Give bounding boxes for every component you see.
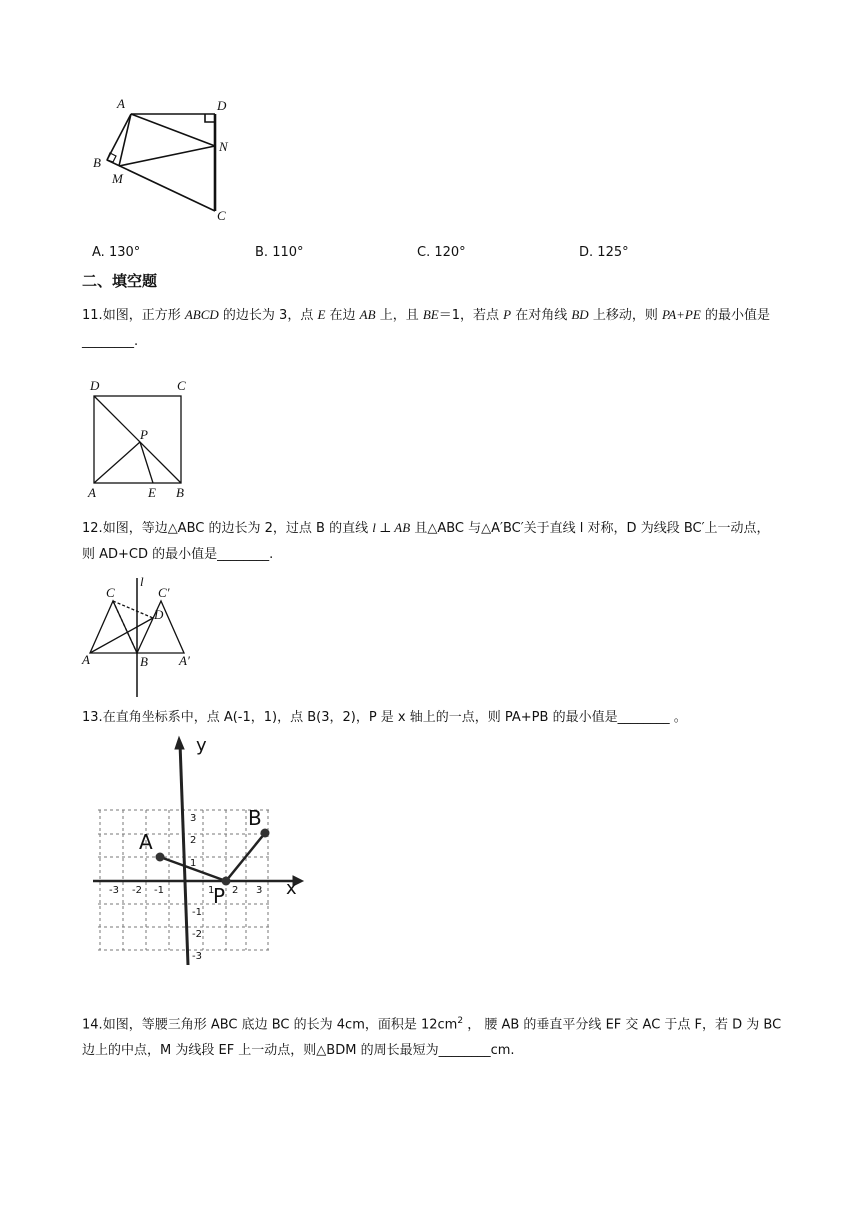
fig13-tick-y-neg3: -3 xyxy=(192,951,202,962)
q11-text-2: 的边长为 3，点 xyxy=(218,308,318,323)
question-13 xyxy=(82,705,782,731)
q11-text-4: 上，且 xyxy=(375,308,423,323)
fig11-label-c: C xyxy=(177,378,186,393)
fig13-tick-y-neg1: -1 xyxy=(192,907,202,918)
q11-answer-blank[interactable]: ________ xyxy=(82,334,134,349)
q11-var-7: PA+PE xyxy=(661,307,701,322)
fig12-label-a: A xyxy=(82,652,90,667)
fig13-tick-x-1: 1 xyxy=(208,885,215,896)
fig11-label-a: A xyxy=(88,485,96,500)
q14-answer-blank[interactable]: ________ xyxy=(438,1043,491,1059)
q12-answer-blank[interactable]: ________ xyxy=(217,547,270,562)
fig13-label-b: B xyxy=(248,806,262,830)
q11-var-1: ABCD xyxy=(184,307,219,322)
option-a-text: 130° xyxy=(108,245,141,260)
section-title: 二、填空题 xyxy=(82,272,158,290)
question-11 xyxy=(82,302,782,355)
q14-text-1: 如图，等腰三角形 ABC 底边 BC 的长为 4cm，面积是 12cm xyxy=(102,1017,458,1033)
fig12-label-c: C xyxy=(106,585,115,600)
q14-superscript: 2 xyxy=(457,1016,464,1026)
q11-var-3: AB xyxy=(359,307,376,322)
q11-text-1: 如图，正方形 xyxy=(102,308,185,323)
option-c[interactable] xyxy=(417,245,466,260)
option-d-text: 125° xyxy=(597,245,629,260)
option-a-letter: A. xyxy=(92,245,105,260)
fig13-tick-x-neg3: -3 xyxy=(109,885,119,896)
fig11-label-p: P xyxy=(140,427,148,442)
q13-text: 在直角坐标系中，点 A(-1，1)，点 B(3，2)，P 是 x 轴上的一点，则 PA+PB 的最小值是 xyxy=(102,710,618,725)
q11-text-8: 的最小值是 xyxy=(700,308,770,323)
fig12-label-l: l xyxy=(140,575,144,589)
q12-text-1: 如图，等边△ABC 的边长为 2，过点 B 的直线 xyxy=(102,521,373,536)
question-14 xyxy=(82,1008,782,1064)
q11-var-6: BD xyxy=(571,307,589,322)
q12-end: . xyxy=(269,547,274,562)
option-d-letter: D. xyxy=(579,245,594,260)
option-c-text: 120° xyxy=(434,245,466,260)
q11-end: . xyxy=(134,334,139,349)
fig13-tick-x-neg2: -2 xyxy=(132,885,142,896)
fig13-tick-y-1: 1 xyxy=(190,858,197,869)
fig10-label-a: A xyxy=(117,96,125,111)
figure-q10 xyxy=(88,95,248,230)
option-c-letter: C. xyxy=(417,245,431,260)
figure-q11 xyxy=(82,372,202,502)
q11-text-5: ＝1，若点 xyxy=(438,308,504,323)
fig12-label-a-prime: A′ xyxy=(179,653,190,668)
fig12-label-b: B xyxy=(140,654,148,669)
q11-text-6: 在对角线 xyxy=(511,308,572,323)
fig13-tick-y-neg2: -2 xyxy=(192,929,202,940)
q14-number: 14. xyxy=(82,1017,103,1033)
option-b-letter: B. xyxy=(255,245,269,260)
q13-end: 。 xyxy=(669,710,687,725)
fig13-tick-y-2: 2 xyxy=(190,835,197,846)
fig13-tick-y-3: 3 xyxy=(190,813,197,824)
option-a[interactable] xyxy=(92,245,140,260)
figure-q12 xyxy=(80,575,210,700)
q13-number: 13. xyxy=(82,710,103,725)
option-b[interactable] xyxy=(255,245,304,260)
fig10-label-m: M xyxy=(112,171,123,186)
q11-text-3: 在边 xyxy=(325,308,360,323)
q11-number: 11. xyxy=(82,308,103,323)
fig10-label-b: B xyxy=(93,155,101,170)
q13-answer-blank[interactable]: ________ xyxy=(617,710,670,725)
fig10-label-n: N xyxy=(219,139,228,154)
q14-text-2: ， 腰 AB 的垂直平分线 EF 交 AC 于点 F，若 D 为 BC 边上的中点，M 为线段 EF 上一动点，则△BDM 的周长最短为 xyxy=(82,1017,782,1059)
option-d[interactable] xyxy=(579,245,629,260)
q12-number: 12. xyxy=(82,521,103,536)
fig13-label-a: A xyxy=(139,830,153,854)
fig11-label-b: B xyxy=(176,485,184,500)
fig12-label-d: D xyxy=(154,607,164,622)
fig13-tick-x-neg1: -1 xyxy=(154,885,164,896)
q11-var-2: E xyxy=(317,307,326,322)
fig11-label-e: E xyxy=(148,485,156,500)
figure-q13 xyxy=(88,735,318,970)
fig13-label-x: x xyxy=(286,878,297,899)
fig13-tick-x-3: 3 xyxy=(256,885,263,896)
q12-text-2: 且△ABC 与△A′BC′关于直线 l 对称，D 为线段 BC′上一动点，则 AD+CD 的最小值是 xyxy=(82,521,770,562)
fig13-tick-x-2: 2 xyxy=(232,885,239,896)
fig10-label-d: D xyxy=(217,98,227,113)
fig13-label-p: P xyxy=(213,884,226,908)
q11-var-5: P xyxy=(503,307,512,322)
question-12 xyxy=(82,515,782,568)
fig11-label-d: D xyxy=(90,378,100,393)
fig12-label-c-prime: C′ xyxy=(158,585,170,600)
q11-var-4: BE xyxy=(422,307,439,322)
q12-var-1: l ⊥ AB xyxy=(372,520,411,535)
fig13-label-y: y xyxy=(196,735,207,756)
fig10-label-c: C xyxy=(217,208,226,223)
q11-text-7: 上移动，则 xyxy=(588,308,662,323)
q14-end: cm. xyxy=(490,1043,515,1059)
option-b-text: 110° xyxy=(272,245,304,260)
